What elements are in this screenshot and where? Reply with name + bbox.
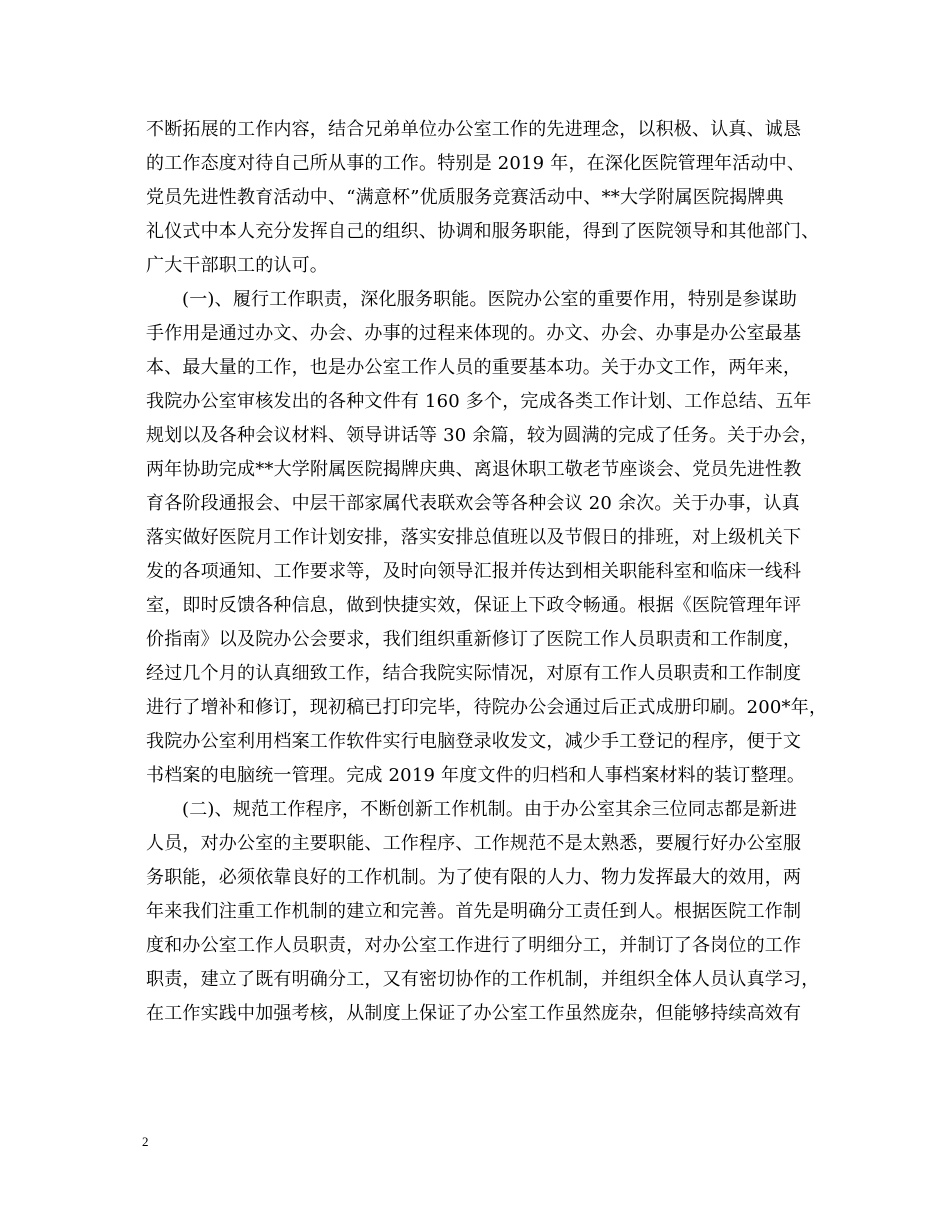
paragraph-section-2 — [146, 793, 826, 1031]
text-line: 党员先进性教育活动中、“满意杯”优质服务竞赛活动中、**大学附属医院揭牌典 — [146, 187, 784, 208]
text-line: 进行了增补和修订，现初稿已打印完毕，待院办公会通过后正式成册印刷。200*年， — [146, 697, 828, 718]
text-line: 价指南》以及院办公会要求，我们组织重新修订了医院工作人员职责和工作制度， — [146, 629, 802, 650]
text-line: 广大干部职工的认可。 — [146, 255, 328, 276]
text-line: 发的各项通知、工作要求等，及时向领导汇报并传达到相关职能科室和临床一线科 — [146, 561, 802, 582]
document-body — [146, 113, 826, 1031]
text-line: 落实做好医院月工作计划安排，落实安排总值班以及节假日的排班，对上级机关下 — [146, 527, 802, 548]
text-line: (一)、履行工作职责，深化服务职能。医院办公室的重要作用，特别是参谋助 — [182, 289, 798, 310]
paragraph-section-1 — [146, 283, 826, 793]
text-line: 职责，建立了既有明确分工，又有密切协作的工作机制，并组织全体人员认真学习， — [146, 969, 820, 990]
text-line: (二)、规范工作程序，不断创新工作机制。由于办公室其余三位同志都是新进 — [182, 799, 798, 820]
text-line: 人员，对办公室的主要职能、工作程序、工作规范不是太熟悉，要履行好办公室服 — [146, 833, 802, 854]
text-line: 本、最大量的工作，也是办公室工作人员的重要基本功。关于办文工作，两年来， — [146, 357, 802, 378]
text-line: 育各阶段通报会、中层干部家属代表联欢会等各种会议 20 余次。关于办事，认真 — [146, 493, 800, 514]
text-line: 度和办公室工作人员职责，对办公室工作进行了明细分工，并制订了各岗位的工作 — [146, 935, 802, 956]
text-line: 务职能，必须依靠良好的工作机制。为了使有限的人力、物力发挥最大的效用，两 — [146, 867, 802, 888]
text-line: 书档案的电脑统一管理。完成 2019 年度文件的归档和人事档案材料的装订整理。 — [146, 765, 806, 786]
text-line: 手作用是通过办文、办会、办事的过程来体现的。办文、办会、办事是办公室最基 — [146, 323, 802, 344]
text-line: 经过几个月的认真细致工作，结合我院实际情况，对原有工作人员职责和工作制度 — [146, 663, 802, 684]
text-line: 年来我们注重工作机制的建立和完善。首先是明确分工责任到人。根据医院工作制 — [146, 901, 802, 922]
text-line: 室，即时反馈各种信息，做到快捷实效，保证上下政令畅通。根据《医院管理年评 — [146, 595, 802, 616]
text-line: 在工作实践中加强考核，从制度上保证了办公室工作虽然庞杂，但能够持续高效有 — [146, 1003, 802, 1024]
text-line: 礼仪式中本人充分发挥自己的组织、协调和服务职能，得到了医院领导和其他部门、 — [146, 221, 820, 242]
page-number: 2 — [142, 1134, 149, 1149]
text-line: 我院办公室审核发出的各种文件有 160 多个，完成各类工作计划、工作总结、五年 — [146, 391, 812, 412]
text-line: 两年协助完成**大学附属医院揭牌庆典、离退休职工敬老节座谈会、党员先进性教 — [146, 459, 802, 480]
text-line: 不断拓展的工作内容，结合兄弟单位办公室工作的先进理念，以积极、认真、诚恳 — [146, 119, 802, 140]
paragraph-intro — [146, 113, 826, 283]
text-line: 我院办公室利用档案工作软件实行电脑登录收发文，减少手工登记的程序，便于文 — [146, 731, 802, 752]
text-line: 的工作态度对待自己所从事的工作。特别是 2019 年，在深化医院管理年活动中、 — [146, 153, 806, 174]
text-line: 规划以及各种会议材料、领导讲话等 30 余篇，较为圆满的完成了任务。关于办会， — [146, 425, 819, 446]
